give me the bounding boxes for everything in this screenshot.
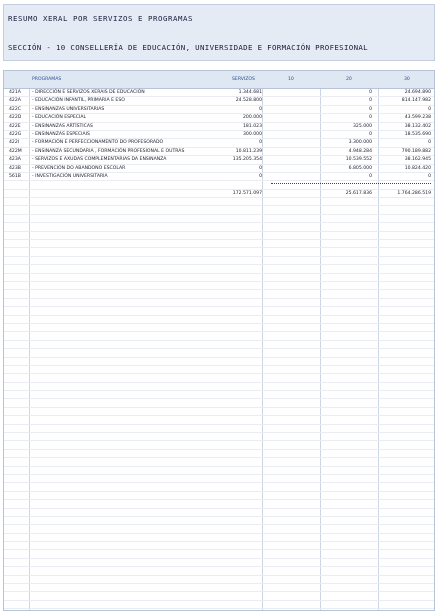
amount-servizo-10: 24.528.800 <box>235 98 262 104</box>
amount-servizo-20: 0 <box>369 90 372 95</box>
amount-servizo-10: 0 <box>259 106 262 112</box>
empty-row <box>4 576 434 584</box>
empty-row <box>4 475 434 483</box>
empty-row <box>4 467 434 475</box>
program-description: - ENSINANZA SECUNDARIA , FORMACIÓN PROFESIONAL E OUTRAS <box>32 148 185 154</box>
program-code: 561B <box>9 173 21 179</box>
empty-row <box>4 450 434 458</box>
empty-row <box>4 274 434 282</box>
amount-servizo-30: 0 <box>428 106 431 112</box>
amount-servizo-20: 0 <box>369 173 372 179</box>
empty-row <box>4 215 434 223</box>
amount-servizo-30: 24.694.890 <box>404 90 431 95</box>
amount-servizo-30: 790.189.882 <box>401 148 431 154</box>
totals-row <box>4 190 434 198</box>
amount-servizo-20: 10.539.552 <box>345 157 372 163</box>
program-description: - EDUCACIÓN ESPECIAL <box>32 115 87 121</box>
amount-servizo-30: 814.147.982 <box>401 98 431 104</box>
amount-servizo-30: 0 <box>428 140 431 146</box>
amount-servizo-20: 6.805.000 <box>348 165 372 171</box>
amount-servizo-20: 4.948.284 <box>348 148 372 154</box>
section-title: SECCIÓN - 10 CONSELLERÍA DE EDUCACIÓN, UNIVERSIDADE E FORMACIÓN PROFESIONAL <box>8 43 368 52</box>
amount-servizo-10: 0 <box>259 140 262 146</box>
empty-row <box>4 248 434 256</box>
total-servizo-30: 1.764.286.519 <box>397 190 431 196</box>
empty-row <box>4 307 434 315</box>
empty-row <box>4 500 434 508</box>
program-description: - ENSINANZAS ESPECIAIS <box>32 131 90 137</box>
program-description: - FORMACIÓN E PERFECCIONAMENTO DO PROFESORADO <box>32 140 164 146</box>
empty-row <box>4 567 434 575</box>
empty-row <box>4 290 434 298</box>
empty-row <box>4 559 434 567</box>
program-description: - INVESTIGACIÓN UNIVERSITARIA <box>32 173 108 179</box>
program-code: 421A <box>9 90 21 95</box>
empty-row <box>4 257 434 265</box>
table-row <box>4 114 434 122</box>
empty-row <box>4 341 434 349</box>
header-servizo-30: 30 <box>404 77 410 82</box>
amount-servizo-10: 200.000 <box>243 115 262 121</box>
empty-row <box>4 316 434 324</box>
program-description: - SERVIZOS E AXUDAS COMPLEMENTARIAS DA ENSINANZA <box>32 157 167 163</box>
empty-row <box>4 534 434 542</box>
empty-row <box>4 299 434 307</box>
empty-row <box>4 458 434 466</box>
empty-row <box>4 198 434 206</box>
program-code: 423B <box>9 165 21 171</box>
header-servizo-20: 20 <box>346 77 352 82</box>
program-description: - ENSINANZAS ARTÍSTICAS <box>32 123 93 129</box>
empty-row <box>4 282 434 290</box>
dotted-rule <box>271 183 431 187</box>
empty-row <box>4 492 434 500</box>
amount-servizo-20: 0 <box>369 98 372 104</box>
total-servizo-20: 25.617.836 <box>345 190 372 196</box>
empty-row <box>4 509 434 517</box>
empty-row <box>4 483 434 491</box>
empty-row <box>4 441 434 449</box>
program-code: 422I <box>9 140 20 146</box>
total-servizo-10: 172.571.097 <box>232 190 262 196</box>
header-programas: PROGRAMAS <box>32 77 62 82</box>
program-description: - EDUCACIÓN INFANTIL, PRIMARIA E ESO <box>32 98 125 104</box>
program-code: 422C <box>9 106 21 112</box>
program-description: - ENSINANZAS UNIVERSITARIAS <box>32 106 105 112</box>
program-description: - DIRECCIÓN E SERVIZOS XERAIS DE EDUCACIÓN <box>32 90 145 95</box>
header-servizo-10: 10 <box>288 77 294 82</box>
empty-row <box>4 542 434 550</box>
table-row <box>4 156 434 164</box>
amount-servizo-20: 3.300.000 <box>348 140 372 146</box>
report-title: RESUMO XERAL POR SERVIZOS E PROGRAMAS <box>8 14 193 23</box>
table-row <box>4 123 434 131</box>
empty-row <box>4 223 434 231</box>
table-body <box>4 89 434 611</box>
amount-servizo-20: 0 <box>369 115 372 121</box>
program-code: 422D <box>9 115 22 121</box>
totals-separator-row <box>4 181 434 189</box>
amount-servizo-20: 325.000 <box>353 123 372 129</box>
empty-row <box>4 601 434 609</box>
program-description: - PREVENCIÓN DO ABANDONO ESCOLAR <box>32 165 126 171</box>
table-row <box>4 173 434 181</box>
amount-servizo-10: 181.023 <box>243 123 262 129</box>
empty-row <box>4 232 434 240</box>
empty-row <box>4 349 434 357</box>
amount-servizo-10: 1.344.681 <box>238 90 262 95</box>
amount-servizo-20: 0 <box>369 131 372 137</box>
amount-servizo-30: 10.824.420 <box>404 165 431 171</box>
amount-servizo-10: 0 <box>259 165 262 171</box>
empty-row <box>4 609 434 611</box>
table-row <box>4 131 434 139</box>
budget-table <box>3 70 435 611</box>
empty-row <box>4 399 434 407</box>
empty-row <box>4 425 434 433</box>
empty-row <box>4 358 434 366</box>
empty-row <box>4 408 434 416</box>
amount-servizo-30: 43.599.238 <box>404 115 431 121</box>
empty-row <box>4 324 434 332</box>
program-code: 423A <box>9 157 21 163</box>
amount-servizo-30: 0 <box>428 173 431 179</box>
program-code: 422E <box>9 123 21 129</box>
empty-row <box>4 525 434 533</box>
empty-row <box>4 240 434 248</box>
amount-servizo-10: 0 <box>259 173 262 179</box>
amount-servizo-20: 0 <box>369 106 372 112</box>
empty-row <box>4 265 434 273</box>
table-row <box>4 139 434 147</box>
amount-servizo-10: 10.811.239 <box>235 148 262 154</box>
program-code: 422G <box>9 131 22 137</box>
document-header <box>3 4 435 61</box>
program-code: 422A <box>9 98 21 104</box>
amount-servizo-30: 18.535.690 <box>404 131 431 137</box>
empty-row <box>4 584 434 592</box>
table-row <box>4 148 434 156</box>
header-servizos: SERVIZOS <box>232 77 255 82</box>
empty-row <box>4 332 434 340</box>
empty-row <box>4 433 434 441</box>
empty-row <box>4 206 434 214</box>
table-row <box>4 165 434 173</box>
table-header-row <box>4 71 434 89</box>
amount-servizo-10: 135.205.354 <box>232 157 262 163</box>
empty-row <box>4 550 434 558</box>
table-row <box>4 89 434 97</box>
empty-row <box>4 517 434 525</box>
table-row <box>4 97 434 105</box>
empty-row <box>4 374 434 382</box>
empty-row <box>4 416 434 424</box>
amount-servizo-30: 38.162.945 <box>404 157 431 163</box>
empty-row <box>4 366 434 374</box>
empty-row <box>4 391 434 399</box>
program-code: 422M <box>9 148 22 154</box>
amount-servizo-30: 38.132.402 <box>404 123 431 129</box>
table-row <box>4 106 434 114</box>
empty-row <box>4 592 434 600</box>
empty-row <box>4 383 434 391</box>
amount-servizo-10: 300.000 <box>243 131 262 137</box>
